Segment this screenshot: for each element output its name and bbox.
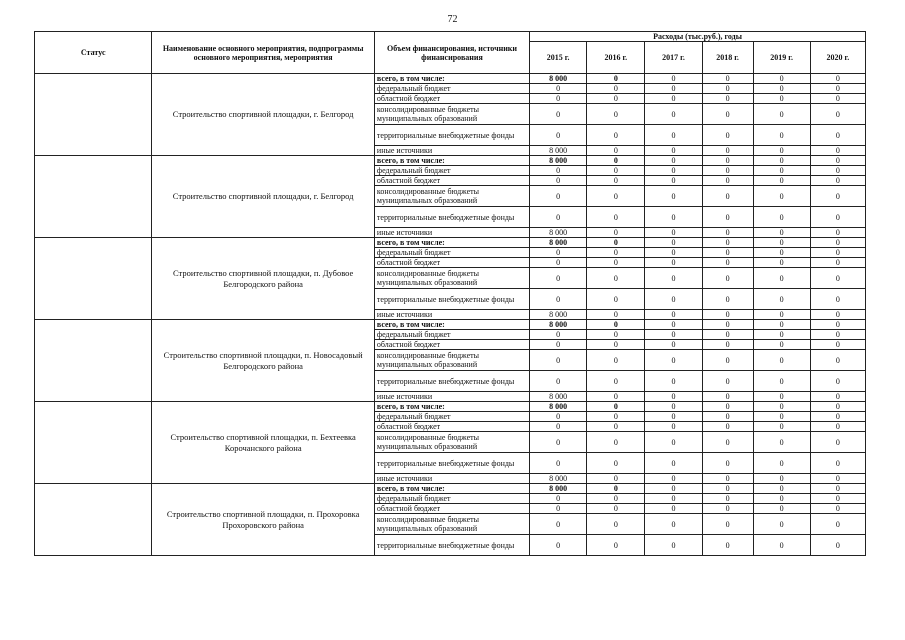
funding-source-label: иные источники [374, 474, 529, 484]
funding-source-label: федеральный бюджет [374, 330, 529, 340]
value-cell: 0 [753, 186, 810, 207]
value-cell: 0 [587, 207, 645, 228]
value-cell: 0 [810, 238, 865, 248]
funding-source-label: федеральный бюджет [374, 248, 529, 258]
value-cell: 0 [810, 156, 865, 166]
value-cell: 0 [702, 228, 753, 238]
value-cell: 0 [810, 340, 865, 350]
value-cell: 0 [702, 432, 753, 453]
value-cell: 0 [530, 207, 587, 228]
funding-source-label: всего, в том числе: [374, 238, 529, 248]
header-source: Объем финансирования, источники финансирования [374, 32, 529, 74]
value-cell: 0 [702, 166, 753, 176]
value-cell: 0 [530, 514, 587, 535]
header-status: Статус [35, 32, 152, 74]
value-cell: 0 [753, 289, 810, 310]
table-row [35, 320, 866, 330]
value-cell: 0 [702, 453, 753, 474]
value-cell: 0 [587, 238, 645, 248]
status-cell [35, 156, 152, 238]
value-cell: 0 [753, 248, 810, 258]
value-cell: 0 [645, 432, 702, 453]
value-cell: 0 [753, 504, 810, 514]
value-cell: 0 [702, 402, 753, 412]
value-cell: 0 [587, 504, 645, 514]
value-cell: 0 [702, 422, 753, 432]
value-cell: 0 [753, 94, 810, 104]
value-cell: 0 [702, 248, 753, 258]
value-cell: 0 [810, 186, 865, 207]
value-cell: 0 [645, 535, 702, 556]
value-cell: 0 [810, 494, 865, 504]
value-cell: 0 [753, 166, 810, 176]
value-cell: 0 [702, 474, 753, 484]
value-cell: 0 [753, 514, 810, 535]
value-cell: 0 [587, 84, 645, 94]
funding-source-label: иные источники [374, 310, 529, 320]
value-cell: 0 [702, 330, 753, 340]
value-cell: 0 [753, 350, 810, 371]
value-cell: 8 000 [530, 402, 587, 412]
value-cell: 0 [530, 289, 587, 310]
page-number: 72 [447, 14, 458, 25]
value-cell: 8 000 [530, 474, 587, 484]
value-cell: 0 [702, 94, 753, 104]
value-cell: 8 000 [530, 310, 587, 320]
value-cell: 0 [702, 84, 753, 94]
value-cell: 0 [645, 258, 702, 268]
header-year: 2020 г. [810, 42, 865, 74]
value-cell: 8 000 [530, 392, 587, 402]
project-name: Строительство спортивной площадки, г. Белгород [152, 156, 375, 238]
value-cell: 0 [753, 176, 810, 186]
value-cell: 0 [530, 371, 587, 392]
value-cell: 0 [645, 94, 702, 104]
value-cell: 0 [810, 392, 865, 402]
value-cell: 0 [587, 484, 645, 494]
value-cell: 0 [810, 176, 865, 186]
value-cell: 0 [753, 340, 810, 350]
value-cell: 0 [753, 156, 810, 166]
value-cell: 8 000 [530, 320, 587, 330]
value-cell: 0 [530, 494, 587, 504]
table-row [35, 238, 866, 248]
value-cell: 0 [587, 320, 645, 330]
value-cell: 0 [753, 74, 810, 84]
funding-source-label: областной бюджет [374, 340, 529, 350]
value-cell: 0 [645, 238, 702, 248]
value-cell: 0 [645, 422, 702, 432]
value-cell: 0 [753, 422, 810, 432]
funding-source-label: иные источники [374, 392, 529, 402]
status-cell [35, 74, 152, 156]
value-cell: 0 [530, 504, 587, 514]
value-cell: 0 [753, 207, 810, 228]
value-cell: 0 [753, 146, 810, 156]
value-cell: 0 [702, 74, 753, 84]
value-cell: 0 [587, 186, 645, 207]
funding-source-label: консолидированные бюджеты муниципальных образований [374, 104, 529, 125]
value-cell: 0 [530, 535, 587, 556]
value-cell: 0 [810, 268, 865, 289]
value-cell: 0 [587, 289, 645, 310]
value-cell: 0 [587, 412, 645, 422]
table-row [35, 484, 866, 494]
value-cell: 0 [530, 176, 587, 186]
value-cell: 0 [810, 371, 865, 392]
value-cell: 0 [645, 320, 702, 330]
value-cell: 0 [810, 504, 865, 514]
value-cell: 0 [645, 484, 702, 494]
funding-source-label: всего, в том числе: [374, 320, 529, 330]
status-cell [35, 320, 152, 402]
funding-source-label: консолидированные бюджеты муниципальных образований [374, 350, 529, 371]
value-cell: 0 [810, 432, 865, 453]
funding-source-label: областной бюджет [374, 94, 529, 104]
value-cell: 0 [753, 494, 810, 504]
value-cell: 0 [810, 104, 865, 125]
funding-source-label: консолидированные бюджеты муниципальных образований [374, 268, 529, 289]
value-cell: 0 [753, 125, 810, 146]
value-cell: 0 [645, 156, 702, 166]
status-cell [35, 402, 152, 484]
header-name: Наименование основного мероприятия, подпрограммы основного мероприятия, мероприятия [152, 32, 375, 74]
value-cell: 0 [587, 74, 645, 84]
value-cell: 0 [530, 94, 587, 104]
value-cell: 0 [645, 186, 702, 207]
value-cell: 0 [587, 535, 645, 556]
value-cell: 0 [753, 392, 810, 402]
value-cell: 0 [810, 258, 865, 268]
value-cell: 0 [702, 484, 753, 494]
value-cell: 0 [645, 514, 702, 535]
value-cell: 0 [645, 392, 702, 402]
funding-source-label: всего, в том числе: [374, 74, 529, 84]
value-cell: 0 [702, 514, 753, 535]
value-cell: 0 [530, 258, 587, 268]
value-cell: 0 [530, 84, 587, 94]
funding-source-label: территориальные внебюджетные фонды [374, 371, 529, 392]
value-cell: 0 [645, 402, 702, 412]
value-cell: 0 [645, 207, 702, 228]
value-cell: 0 [753, 84, 810, 94]
value-cell: 0 [753, 104, 810, 125]
value-cell: 0 [587, 392, 645, 402]
value-cell: 0 [753, 371, 810, 392]
value-cell: 0 [810, 514, 865, 535]
header-year: 2015 г. [530, 42, 587, 74]
value-cell: 0 [645, 176, 702, 186]
value-cell: 0 [645, 453, 702, 474]
value-cell: 0 [530, 432, 587, 453]
value-cell: 0 [587, 125, 645, 146]
value-cell: 0 [702, 371, 753, 392]
funding-source-label: федеральный бюджет [374, 494, 529, 504]
value-cell: 0 [753, 412, 810, 422]
value-cell: 0 [530, 248, 587, 258]
value-cell: 0 [702, 340, 753, 350]
value-cell: 0 [645, 412, 702, 422]
value-cell: 0 [810, 484, 865, 494]
funding-table [34, 31, 866, 556]
value-cell: 0 [530, 186, 587, 207]
status-cell [35, 238, 152, 320]
value-cell: 0 [645, 104, 702, 125]
funding-source-label: областной бюджет [374, 422, 529, 432]
value-cell: 0 [702, 238, 753, 248]
value-cell: 0 [645, 494, 702, 504]
value-cell: 0 [645, 74, 702, 84]
value-cell: 0 [645, 268, 702, 289]
funding-source-label: территориальные внебюджетные фонды [374, 207, 529, 228]
value-cell: 0 [810, 474, 865, 484]
value-cell: 0 [587, 422, 645, 432]
value-cell: 0 [702, 310, 753, 320]
value-cell: 0 [645, 330, 702, 340]
value-cell: 0 [587, 268, 645, 289]
value-cell: 0 [810, 289, 865, 310]
value-cell: 0 [753, 535, 810, 556]
value-cell: 0 [645, 350, 702, 371]
value-cell: 0 [810, 94, 865, 104]
funding-source-label: областной бюджет [374, 504, 529, 514]
value-cell: 0 [530, 412, 587, 422]
value-cell: 0 [753, 310, 810, 320]
value-cell: 0 [702, 146, 753, 156]
value-cell: 8 000 [530, 484, 587, 494]
value-cell: 0 [702, 535, 753, 556]
value-cell: 0 [702, 186, 753, 207]
value-cell: 0 [753, 330, 810, 340]
value-cell: 0 [702, 156, 753, 166]
value-cell: 0 [702, 350, 753, 371]
value-cell: 0 [645, 340, 702, 350]
funding-source-label: консолидированные бюджеты муниципальных образований [374, 186, 529, 207]
value-cell: 0 [810, 412, 865, 422]
funding-source-label: федеральный бюджет [374, 412, 529, 422]
value-cell: 0 [702, 412, 753, 422]
funding-source-label: иные источники [374, 146, 529, 156]
value-cell: 0 [702, 207, 753, 228]
value-cell: 0 [587, 402, 645, 412]
value-cell: 0 [810, 166, 865, 176]
value-cell: 8 000 [530, 146, 587, 156]
value-cell: 0 [587, 94, 645, 104]
funding-source-label: всего, в том числе: [374, 156, 529, 166]
value-cell: 0 [753, 474, 810, 484]
value-cell: 0 [587, 310, 645, 320]
project-name: Строительство спортивной площадки, п. Бехтеевка Корочанского района [152, 402, 375, 484]
header-year: 2016 г. [587, 42, 645, 74]
header-year: 2018 г. [702, 42, 753, 74]
header-year: 2017 г. [645, 42, 702, 74]
value-cell: 0 [587, 104, 645, 125]
value-cell: 0 [587, 432, 645, 453]
value-cell: 0 [810, 350, 865, 371]
value-cell: 0 [702, 320, 753, 330]
value-cell: 0 [645, 146, 702, 156]
value-cell: 0 [753, 453, 810, 474]
value-cell: 0 [645, 310, 702, 320]
funding-source-label: территориальные внебюджетные фонды [374, 289, 529, 310]
funding-source-label: консолидированные бюджеты муниципальных образований [374, 514, 529, 535]
value-cell: 0 [702, 494, 753, 504]
value-cell: 0 [587, 350, 645, 371]
project-name: Строительство спортивной площадки, г. Белгород [152, 74, 375, 156]
value-cell: 0 [587, 176, 645, 186]
value-cell: 0 [810, 146, 865, 156]
header-expenses: Расходы (тыс.руб.), годы [530, 32, 866, 42]
value-cell: 0 [530, 104, 587, 125]
value-cell: 0 [587, 474, 645, 484]
value-cell: 0 [645, 125, 702, 146]
value-cell: 0 [810, 422, 865, 432]
funding-source-label: территориальные внебюджетные фонды [374, 125, 529, 146]
funding-source-label: всего, в том числе: [374, 484, 529, 494]
funding-source-label: областной бюджет [374, 258, 529, 268]
value-cell: 0 [810, 402, 865, 412]
value-cell: 0 [810, 320, 865, 330]
table-row [35, 156, 866, 166]
value-cell: 0 [645, 474, 702, 484]
value-cell: 0 [530, 330, 587, 340]
funding-source-label: территориальные внебюджетные фонды [374, 453, 529, 474]
value-cell: 8 000 [530, 74, 587, 84]
value-cell: 0 [810, 125, 865, 146]
value-cell: 0 [753, 268, 810, 289]
value-cell: 0 [702, 258, 753, 268]
value-cell: 0 [530, 422, 587, 432]
value-cell: 0 [587, 494, 645, 504]
project-name: Строительство спортивной площадки, п. Прохоровка Прохоровского района [152, 484, 375, 556]
table-row [35, 402, 866, 412]
value-cell: 0 [587, 258, 645, 268]
value-cell: 0 [587, 453, 645, 474]
value-cell: 0 [810, 330, 865, 340]
table-row [35, 74, 866, 84]
value-cell: 0 [810, 535, 865, 556]
funding-source-label: иные источники [374, 228, 529, 238]
value-cell: 0 [645, 166, 702, 176]
value-cell: 0 [645, 371, 702, 392]
value-cell: 0 [810, 74, 865, 84]
value-cell: 0 [702, 504, 753, 514]
value-cell: 0 [702, 104, 753, 125]
value-cell: 0 [753, 484, 810, 494]
value-cell: 0 [645, 289, 702, 310]
value-cell: 0 [753, 432, 810, 453]
value-cell: 0 [587, 146, 645, 156]
value-cell: 0 [530, 125, 587, 146]
value-cell: 0 [587, 330, 645, 340]
value-cell: 0 [587, 156, 645, 166]
value-cell: 0 [810, 84, 865, 94]
funding-source-label: территориальные внебюджетные фонды [374, 535, 529, 556]
value-cell: 0 [530, 350, 587, 371]
value-cell: 0 [587, 166, 645, 176]
value-cell: 0 [587, 371, 645, 392]
value-cell: 0 [810, 310, 865, 320]
value-cell: 0 [587, 340, 645, 350]
value-cell: 0 [530, 453, 587, 474]
value-cell: 8 000 [530, 238, 587, 248]
value-cell: 0 [530, 166, 587, 176]
funding-source-label: федеральный бюджет [374, 166, 529, 176]
funding-source-label: областной бюджет [374, 176, 529, 186]
project-name: Строительство спортивной площадки, п. Дубовое Белгородского района [152, 238, 375, 320]
status-cell [35, 484, 152, 556]
value-cell: 0 [530, 340, 587, 350]
value-cell: 0 [645, 228, 702, 238]
value-cell: 8 000 [530, 228, 587, 238]
value-cell: 0 [702, 176, 753, 186]
value-cell: 0 [753, 238, 810, 248]
value-cell: 8 000 [530, 156, 587, 166]
value-cell: 0 [530, 268, 587, 289]
value-cell: 0 [702, 268, 753, 289]
value-cell: 0 [810, 207, 865, 228]
value-cell: 0 [753, 320, 810, 330]
value-cell: 0 [810, 248, 865, 258]
value-cell: 0 [702, 289, 753, 310]
funding-source-label: консолидированные бюджеты муниципальных образований [374, 432, 529, 453]
value-cell: 0 [587, 228, 645, 238]
funding-source-label: всего, в том числе: [374, 402, 529, 412]
value-cell: 0 [753, 402, 810, 412]
project-name: Строительство спортивной площадки, п. Новосадовый Белгородского района [152, 320, 375, 402]
value-cell: 0 [587, 514, 645, 535]
value-cell: 0 [810, 228, 865, 238]
value-cell: 0 [645, 504, 702, 514]
value-cell: 0 [645, 84, 702, 94]
value-cell: 0 [702, 125, 753, 146]
value-cell: 0 [702, 392, 753, 402]
value-cell: 0 [753, 258, 810, 268]
value-cell: 0 [753, 228, 810, 238]
value-cell: 0 [645, 248, 702, 258]
value-cell: 0 [810, 453, 865, 474]
funding-source-label: федеральный бюджет [374, 84, 529, 94]
header-year: 2019 г. [753, 42, 810, 74]
value-cell: 0 [587, 248, 645, 258]
